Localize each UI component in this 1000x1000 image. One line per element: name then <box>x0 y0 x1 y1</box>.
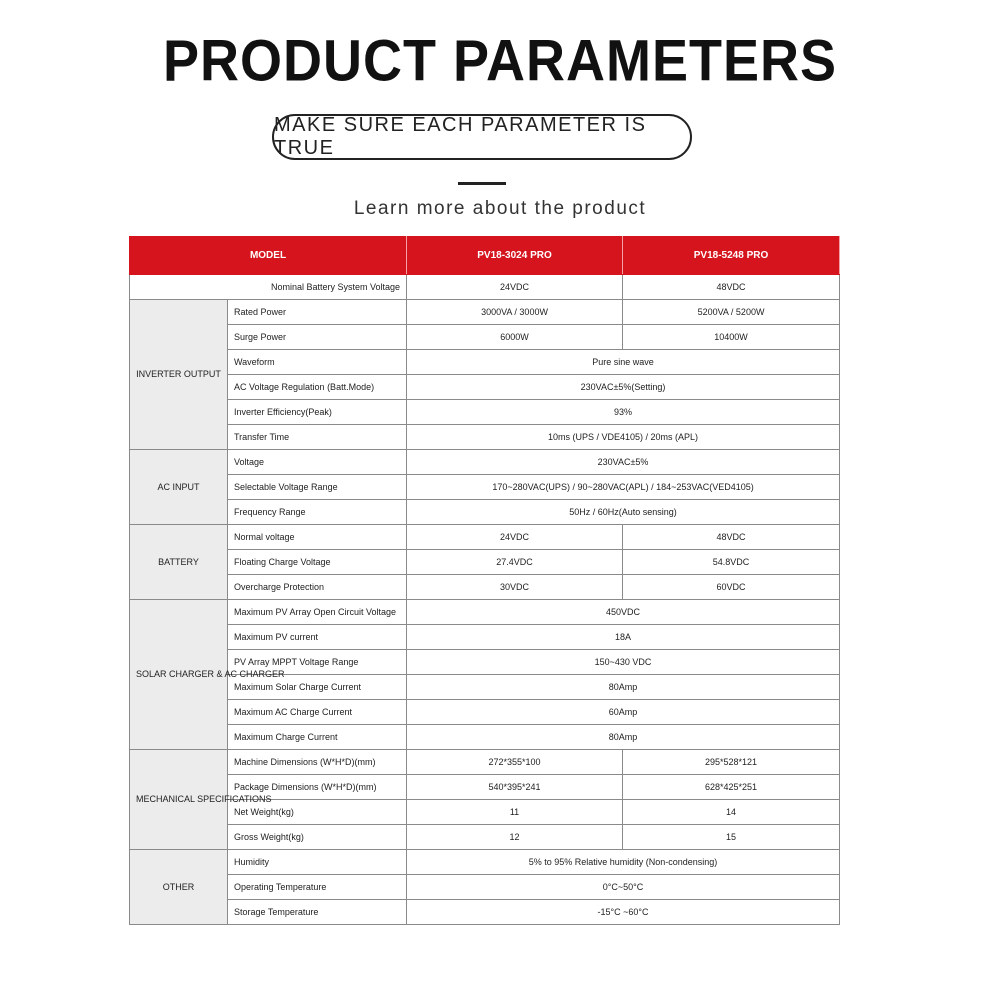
parameter-name: Humidity <box>228 850 407 875</box>
parameter-value-model-1: 3000VA / 3000W <box>407 300 623 325</box>
parameter-value-model-2: 628*425*251 <box>623 775 840 800</box>
parameter-value: 80Amp <box>407 675 840 700</box>
table-row <box>130 825 840 850</box>
parameter-name: Maximum Charge Current <box>228 725 407 750</box>
table-row <box>130 500 840 525</box>
divider <box>458 182 506 185</box>
parameter-value-model-1: 24VDC <box>407 525 623 550</box>
table-row <box>130 275 840 300</box>
category-cell: MECHANICAL SPECIFICATIONS <box>130 750 228 850</box>
parameter-name: Rated Power <box>228 300 407 325</box>
parameter-value-model-2: 60VDC <box>623 575 840 600</box>
subtitle: Learn more about the product <box>353 198 647 219</box>
parameter-value: Pure sine wave <box>407 350 840 375</box>
parameter-name: Maximum PV Array Open Circuit Voltage <box>228 600 407 625</box>
parameter-name: PV Array MPPT Voltage Range <box>228 650 407 675</box>
parameter-value: 10ms (UPS / VDE4105) / 20ms (APL) <box>407 425 840 450</box>
table-row <box>130 400 840 425</box>
table-row <box>130 325 840 350</box>
parameter-name: Transfer Time <box>228 425 407 450</box>
parameter-value-model-2: 295*528*121 <box>623 750 840 775</box>
parameter-name: Machine Dimensions (W*H*D)(mm) <box>228 750 407 775</box>
table-row <box>130 850 840 875</box>
parameter-value-model-1: 6000W <box>407 325 623 350</box>
nominal-voltage-label: Nominal Battery System Voltage <box>130 275 407 300</box>
table-row <box>130 350 840 375</box>
table-row <box>130 425 840 450</box>
parameter-value: -15°C ~60°C <box>407 900 840 925</box>
nominal-voltage-value-1: 24VDC <box>407 275 623 300</box>
parameter-name: AC Voltage Regulation (Batt.Mode) <box>228 375 407 400</box>
parameter-name: Maximum AC Charge Current <box>228 700 407 725</box>
table-row <box>130 300 840 325</box>
column-header-model: MODEL <box>130 237 407 275</box>
tagline-pill: MAKE SURE EACH PARAMETER IS TRUE <box>272 114 692 160</box>
category-cell: BATTERY <box>130 525 228 600</box>
table-row <box>130 375 840 400</box>
parameter-value-model-2: 15 <box>623 825 840 850</box>
parameter-name: Surge Power <box>228 325 407 350</box>
table-row <box>130 525 840 550</box>
parameter-value: 80Amp <box>407 725 840 750</box>
parameter-value-model-1: 11 <box>407 800 623 825</box>
parameter-name: Package Dimensions (W*H*D)(mm) <box>228 775 407 800</box>
table-row <box>130 725 840 750</box>
parameter-name: Frequency Range <box>228 500 407 525</box>
parameter-value: 50Hz / 60Hz(Auto sensing) <box>407 500 840 525</box>
table-row <box>130 450 840 475</box>
table-row <box>130 625 840 650</box>
column-header-model-1: PV18-3024 PRO <box>407 237 623 275</box>
parameter-name: Waveform <box>228 350 407 375</box>
parameter-value-model-1: 12 <box>407 825 623 850</box>
parameter-value-model-2: 5200VA / 5200W <box>623 300 840 325</box>
parameter-value: 5% to 95% Relative humidity (Non-condensing) <box>407 850 840 875</box>
table-row <box>130 900 840 925</box>
parameter-value-model-1: 30VDC <box>407 575 623 600</box>
parameter-name: Floating Charge Voltage <box>228 550 407 575</box>
parameter-value: 0°C~50°C <box>407 875 840 900</box>
table-row <box>130 550 840 575</box>
parameter-value-model-1: 272*355*100 <box>407 750 623 775</box>
parameter-name: Overcharge Protection <box>228 575 407 600</box>
table-row <box>130 700 840 725</box>
parameter-name: Operating Temperature <box>228 875 407 900</box>
parameter-value-model-1: 540*395*241 <box>407 775 623 800</box>
parameter-name: Storage Temperature <box>228 900 407 925</box>
parameter-name: Gross Weight(kg) <box>228 825 407 850</box>
parameter-value-model-2: 54.8VDC <box>623 550 840 575</box>
parameter-name: Selectable Voltage Range <box>228 475 407 500</box>
nominal-voltage-value-2: 48VDC <box>623 275 840 300</box>
table-header-row <box>130 237 840 275</box>
category-cell: AC INPUT <box>130 450 228 525</box>
page-title: PRODUCT PARAMETERS <box>162 28 837 94</box>
parameter-value-model-2: 10400W <box>623 325 840 350</box>
category-cell: INVERTER OUTPUT <box>130 300 228 450</box>
parameter-value-model-2: 14 <box>623 800 840 825</box>
parameter-value: 230VAC±5%(Setting) <box>407 375 840 400</box>
table-body <box>130 275 840 925</box>
parameter-value: 170~280VAC(UPS) / 90~280VAC(APL) / 184~253VAC(VED4105) <box>407 475 840 500</box>
parameter-name: Inverter Efficiency(Peak) <box>228 400 407 425</box>
parameter-value-model-1: 27.4VDC <box>407 550 623 575</box>
parameter-value: 230VAC±5% <box>407 450 840 475</box>
parameter-value-model-2: 48VDC <box>623 525 840 550</box>
parameter-value: 93% <box>407 400 840 425</box>
category-cell: SOLAR CHARGER & AC CHARGER <box>130 600 228 750</box>
parameter-name: Maximum Solar Charge Current <box>228 675 407 700</box>
parameter-name: Normal voltage <box>228 525 407 550</box>
parameter-name: Maximum PV current <box>228 625 407 650</box>
parameter-value: 18A <box>407 625 840 650</box>
table-row <box>130 575 840 600</box>
parameter-value: 150~430 VDC <box>407 650 840 675</box>
category-cell: OTHER <box>130 850 228 925</box>
parameter-name: Voltage <box>228 450 407 475</box>
parameters-table <box>129 236 840 925</box>
table-row <box>130 750 840 775</box>
table-row <box>130 875 840 900</box>
column-header-model-2: PV18-5248 PRO <box>623 237 840 275</box>
table-row <box>130 475 840 500</box>
parameter-value: 60Amp <box>407 700 840 725</box>
parameter-name: Net Weight(kg) <box>228 800 407 825</box>
table-row <box>130 600 840 625</box>
parameter-value: 450VDC <box>407 600 840 625</box>
